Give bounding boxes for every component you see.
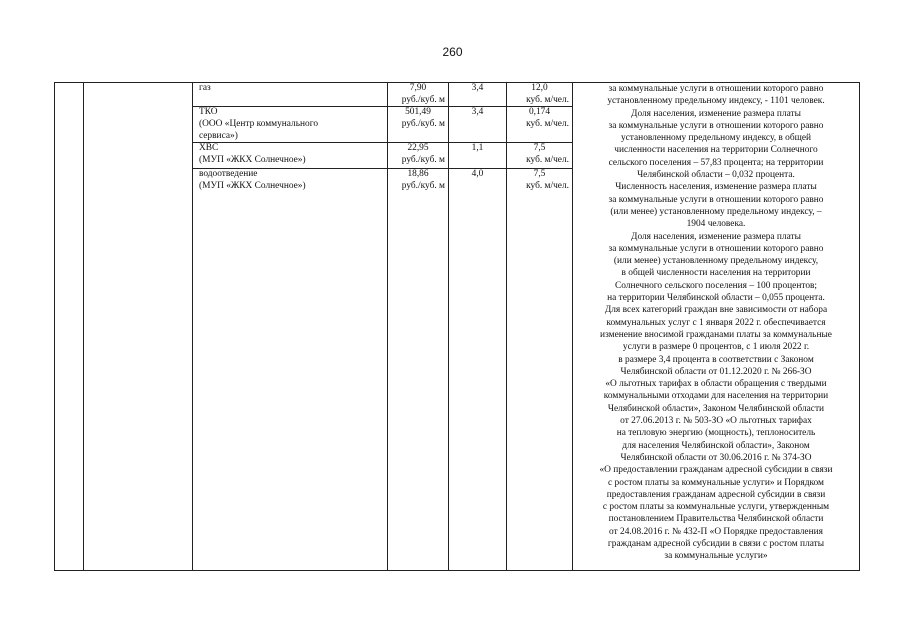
description-line: коммунальными отходами для населения на территории [603,391,829,402]
norm-cell [507,169,572,197]
description-line: Челябинской области от 30.06.2016 г. № 374-ЗО [620,452,812,463]
description-line: за коммунальные услуги в отношении которого равно [608,194,824,205]
description-line: от 24.08.2016 г. № 432-П «О Порядке предоставления [609,526,823,537]
service-line: ХВС [199,143,219,153]
description-line: Челябинской области», Законом Челябинской области [607,403,825,414]
tariff-value: 18,86 [407,169,429,179]
norm-value: 7,5 [533,169,546,179]
tariff-value: 22,95 [407,143,429,153]
service-line: (МУП «ЖКХ Солнечное») [199,180,306,191]
description-line: гражданам адресной субсидии в связи с ростом платы [607,538,825,549]
tariff-cell [388,107,448,143]
index-cell: 1,1 [449,143,506,169]
service-line: газ [199,83,211,93]
description-text [573,83,859,563]
description-line: Челябинской области от 01.12.2020 г. № 266-ЗО [620,366,812,377]
description-line: Доля населения, изменение размера платы [631,108,801,119]
tariff-value: 7,90 [409,83,427,93]
description-line: «О льготных тарифах в области обращения с твердыми [605,379,827,390]
description-line: от 27.06.2013 г. № 503-ЗО «О льготных тарифах [620,416,812,427]
service-column [193,83,388,571]
description-line: численности населения на территории Солнечного [614,145,818,156]
tariff-column [388,83,449,571]
service-cell [193,169,387,197]
norm-value: 0,174 [528,107,551,117]
description-line: коммунальных услуг с 1 января 2022 г. обеспечивается [606,317,826,328]
norm-unit: куб. м/чел. [526,118,569,129]
norm-unit: куб. м/чел. [526,180,569,191]
tariff-cell [388,169,448,197]
description-line: с ростом платы за коммунальные услуги» и Порядком [608,477,824,488]
tariff-cell [388,143,448,169]
description-line: за коммунальные услуги в отношении которого равно [608,243,824,254]
tariff-table [54,82,860,571]
description-line: 1904 человека. [686,219,746,230]
description-line: установленному предельному индексу, - 1101 человек. [607,96,825,107]
description-line: Для всех категорий граждан вне зависимости от набора [604,305,828,316]
page-number: 260 [442,45,463,59]
norm-value: 7,5 [533,143,546,153]
description-line: изменение вносимой гражданами платы за коммунальные [600,329,832,340]
description-line: за коммунальные услуги в отношении которого равно [608,84,824,94]
norm-unit: куб. м/чел. [526,94,569,105]
tariff-value: 501,49 [405,107,431,117]
index-column [449,83,507,571]
description-line: на территории Челябинской области – 0,055 процента. [607,293,825,304]
description-line: за коммунальные услуги в отношении которого равно [608,120,824,131]
description-line: (или менее) установленному предельному индексу, [613,256,819,267]
description-line: на тепловую энергию (мощность), теплоноситель [616,428,816,439]
service-line: сервиса») [199,130,238,141]
description-line: (или менее) установленному предельному индексу, – [610,206,822,217]
empty-cell [84,83,193,571]
norm-cell [507,107,572,143]
service-line: (ООО «Центр коммунального [199,118,319,129]
description-column [573,83,860,571]
service-cell [193,83,387,107]
tariff-cell [388,83,448,107]
norm-cell [507,83,572,107]
service-cell [193,107,387,143]
description-line: постановлением Правительства Челябинской области [608,514,824,525]
description-line: для населения Челябинской области», Законом [622,440,810,451]
description-line: в общей численности населения на территории [621,268,811,279]
description-line: установленному предельному индексу, в общей [620,133,812,144]
norm-cell [507,143,572,169]
description-line: Солнечного сельского поселения – 100 процентов; [614,280,818,291]
index-cell: 3,4 [449,107,506,143]
norm-column [507,83,573,571]
description-line: Челябинской области – 0,032 процента. [637,170,795,181]
service-line: ТКО [199,107,218,117]
description-line: в размере 3,4 процента в соответствии с Законом [618,354,814,365]
service-line: (МУП «ЖКХ Солнечное») [199,154,306,165]
norm-value: 12,0 [531,83,548,93]
description-line: услуги в размере 0 процентов, с 1 июля 2022 г. [622,342,810,353]
empty-cell [55,83,84,571]
service-cell [193,143,387,169]
description-line: Доля населения, изменение размера платы [631,231,801,242]
description-line: Численность населения, изменение размера платы [615,182,817,193]
tariff-unit: руб./куб. м [401,118,445,129]
index-cell: 3,4 [449,83,506,107]
norm-unit: куб. м/чел. [526,154,569,165]
table-row [55,83,860,571]
service-line: водоотведение [199,169,258,179]
description-line: предоставления гражданам адресной субсидии в связи [606,489,826,500]
tariff-unit: руб./куб. м [401,154,445,165]
tariff-unit: руб./куб. м [401,180,445,191]
description-line: с ростом платы за коммунальные услуги, утвержденным [602,502,830,513]
description-line: сельского поселения – 57,83 процента; на территории [608,157,824,168]
tariff-unit: руб./куб. м [401,94,445,105]
description-line: «О предоставлении гражданам адресной субсидии в связи [599,465,833,476]
description-line: за коммунальные услуги» [664,551,768,562]
index-cell: 4,0 [471,169,484,179]
